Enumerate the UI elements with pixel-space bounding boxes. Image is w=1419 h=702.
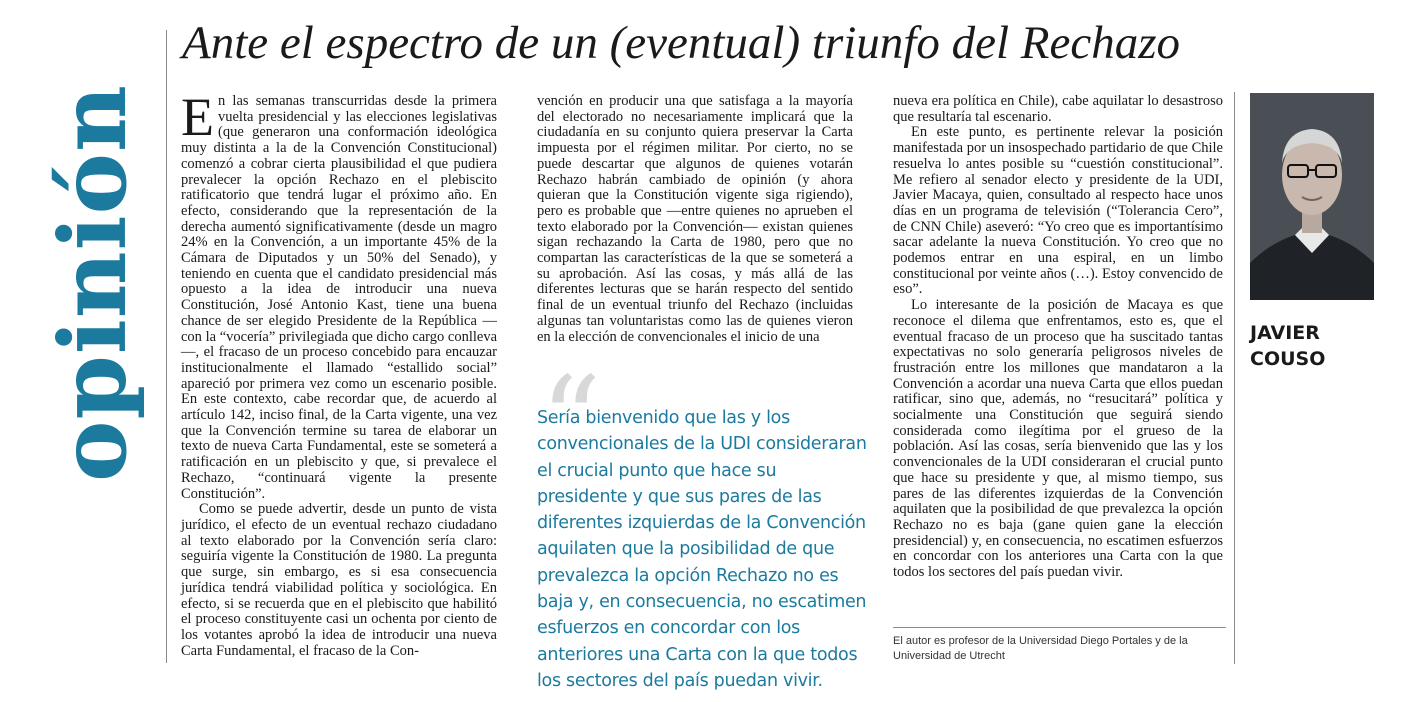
paragraph: vención en producir una que satisfaga a la mayoría del electorado no necesariamente implicará que la ciudadanía en su conjunto quiera preservar la Carta impuesta por el régimen militar. Por cierto, no se puede descartar que algunos de quienes votarán Rechazo habrán cambiado de opinión (y ahora quieran que la Constitución vigente siga rigiendo), pero es probable que —entre quienes no aprueben el texto elaborado por la Convención— existan quienes sigan rechazando la Carta de 1980, pero que no compartan las características de la que se someterá a su aprobación. Así las cosas, y más allá de las diferentes lecturas que se harán respecto del sentido final de un eventual triunfo del Rechazo (incluidas algunas tan voluntaristas como las de quienes vieron en la elección de convencionales el inicio de una [537,93,853,345]
author-note: El autor es profesor de la Universidad Diego Portales y de la Universidad de Utrecht [893,635,1188,662]
paragraph: nueva era política en Chile), cabe aquilatar lo desastroso que resultaría tal escenario. [893,93,1223,125]
section-label [39,30,147,535]
author-portrait-icon [1250,93,1374,300]
paragraph: Lo interesante de la posición de Macaya es que reconoce el dilema que enfrentamos, esto es, que el eventual fracaso de un proceso que ha suscitado tantas expectativas no solo generaría peligrosos niveles de frustración entre los millones que mandataron a la Convención a acordar una nueva Carta que ellos puedan ratificar, sino que, además, no “resucitará” política y socialmente una Constitución que seguirá siendo considerada como ilegítima por el grueso de la población. Así las cosas, sería bienvenido que las y los convencionales de la UDI consideraran el crucial punto que hace su presidente y que, al mismo tiempo, sus pares de las diferentes izquierdas de la Convención aquilaten que la posibilidad de que prevalezca la opción Rechazo no es baja (gane quien gane la elección presidencial) y, en consecuencia, no escatimen esfuerzos en concordar con los anteriores una Carta con la que todos los sectores del país puedan vivir. [893,297,1223,581]
headline: Ante el espectro de un (eventual) triunfo del Rechazo [182,17,1180,69]
author-name: JAVIER COUSO [1250,322,1326,370]
author-photo [1250,93,1374,300]
quote-mark-icon: “ [540,352,602,491]
paragraph: En este punto, es pertinente relevar la posición manifestada por un insospechado partidario de que Chile resuelva lo antes posible su “cuestión constitucional”. Me refiero al senador electo y presidente de la UDI, Javier Macaya, quien, consultado al respecto hace unos días en un programa de televisión (“Tolerancia Cero”, de CNN Chile) aseveró: “Yo creo que es importantísimo sacar adelante la nueva Constitución. Yo creo que no podemos entrar en una espiral, en un limbo constitucional por veinte años (…). Estoy convencido de eso”. [893,124,1223,298]
paragraph: Como se puede advertir, desde un punto de vista jurídico, el efecto de un eventual rechazo ciudadano al texto elaborado por la Convención sería claro: seguiría vigente la Constitución de 1980. La pregunta que surge, sin embargo, es si esa consecuencia jurídica tendrá viabilidad política y sociológica. En efecto, si se recuerda que en el plebiscito que habilitó el proceso constituyente casi un ochenta por ciento de los votantes aprobó la idea de introducir una nueva Carta Fundamental, el fracaso de la Con- [181,501,497,659]
section-label-text: opinión [39,83,147,482]
article-column-1 [181,87,497,659]
pull-quote: Sería bienvenido que las y los convencionales de la UDI consideraran el crucial punto que hace su presidente y que sus pares de las diferentes izquierdas de la Convención aquilaten que la posibilidad de que prevalezca la opción Rechazo no es baja y, en consecuencia, no escatimen esfuerzos en concordar con los anteriores una Carta con la que todos los sectores del país puedan vivir. [537,408,867,691]
article-column-3 [893,94,1223,581]
column-divider [166,30,167,663]
article-column-2 [537,94,853,345]
author-note-divider [893,627,1226,628]
sidebar-divider [1234,92,1235,664]
paragraph [181,87,497,502]
paragraph-text: n las semanas transcurridas desde la primera vuelta presidencial y las elecciones legislativas (que generaron una conformación ideológica muy distinta a la de la Convención Constitucional) comenzó a cobrar cierta plausibilidad el que pudiera prevalecer la opción Rechazo en el plebiscito ratificatorio que tendrá lugar el próximo año. En efecto, considerando que la representación de la derecha aumentó significativamente (desde un magro 24% en la Convención, a un importante 45% de la Cámara de Diputados y un 50% del Senado), y teniendo en cuenta que el candidato presidencial más opuesto a la idea de introducir una nueva Constitución, José Antonio Kast, tiene una buena chance de ser elegido Presidente de la República —con la “vocería” privilegiada que dicho cargo conlleva—, el fracaso de un proceso concebido para encauzar institucionalmente el llamado “estallido social” apareció por primera vez como un escenario posible. En este contexto, cabe recordar que, de acuerdo al artículo 142, inciso final, de la Carta vigente, una vez que la Convención termine su tarea de elaborar un texto de nueva Carta Fundamental, este se someterá a ratificación en un plebiscito y que, si prevalece el Rechazo, “continuará vigente la presente Constitución”. [181,93,497,502]
drop-cap: E [181,87,214,147]
